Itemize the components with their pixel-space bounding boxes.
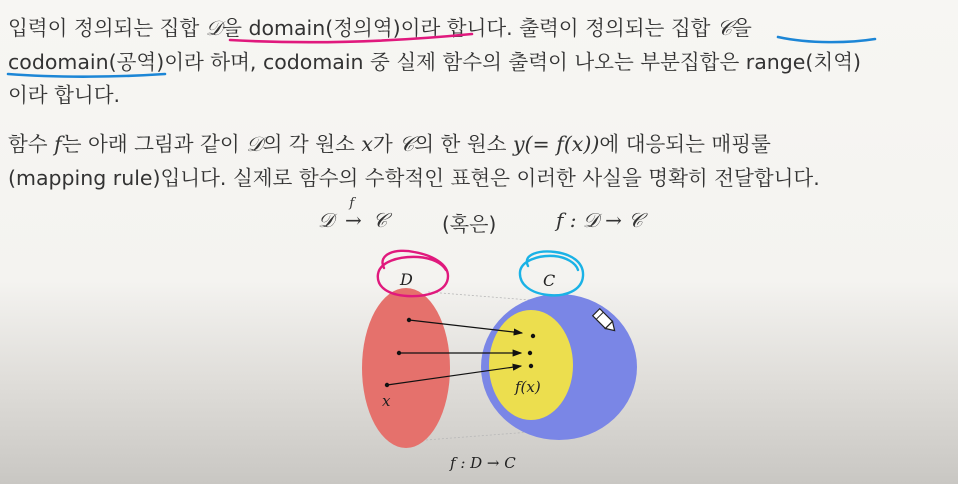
range-point: [528, 351, 532, 355]
domain-point: [407, 318, 411, 322]
domain-point: [397, 351, 401, 355]
pink-underline-domain: [230, 34, 472, 42]
range-point: [531, 334, 535, 338]
p1-line3: 이라 합니다.: [8, 83, 121, 107]
diagram-caption: f : D → C: [450, 454, 516, 472]
arrow-icon: →: [344, 208, 362, 232]
codomain-label: C: [543, 271, 556, 290]
equation-arrow-notation: 𝒟 f → 𝒞: [318, 196, 388, 232]
x-label: x: [382, 392, 391, 410]
blue-underline-codomain-term: [8, 74, 165, 77]
blue-underline-codomain-set: [778, 37, 875, 42]
fx-label: f(x): [515, 378, 541, 396]
domain-symbol: 𝒟: [205, 16, 223, 40]
equation-function-notation: f : 𝒟 → 𝒞: [556, 208, 643, 232]
p1-line2: codomain(공역)이라 하며, codomain 중 실제 함수의 출력이 나오는 부분집합은 range(치역): [8, 49, 862, 74]
p2-line1: 함수 f는 아래 그림과 같이 𝒟의 각 원소 x가 𝒞의 한 원소 y(= f(x))에 대응되는 매핑룰: [8, 132, 771, 156]
p1-line1: 입력이 정의되는 집합 𝒟을 domain(정의역)이라 합니다. 출력이 정의되는 집합 𝒞을: [8, 16, 752, 40]
codomain-symbol: 𝒞: [716, 16, 732, 40]
domain-label: D: [400, 270, 413, 289]
domain-set: [362, 288, 450, 448]
or-text: (혹은): [442, 212, 497, 236]
range-point: [529, 364, 533, 368]
p2-line2: (mapping rule)입니다. 실제로 함수의 수학적인 표현은 이러한 사실을 명확히 전달합니다.: [8, 165, 820, 190]
domain-point: [385, 383, 389, 387]
arrow-f-label: f: [349, 196, 355, 211]
